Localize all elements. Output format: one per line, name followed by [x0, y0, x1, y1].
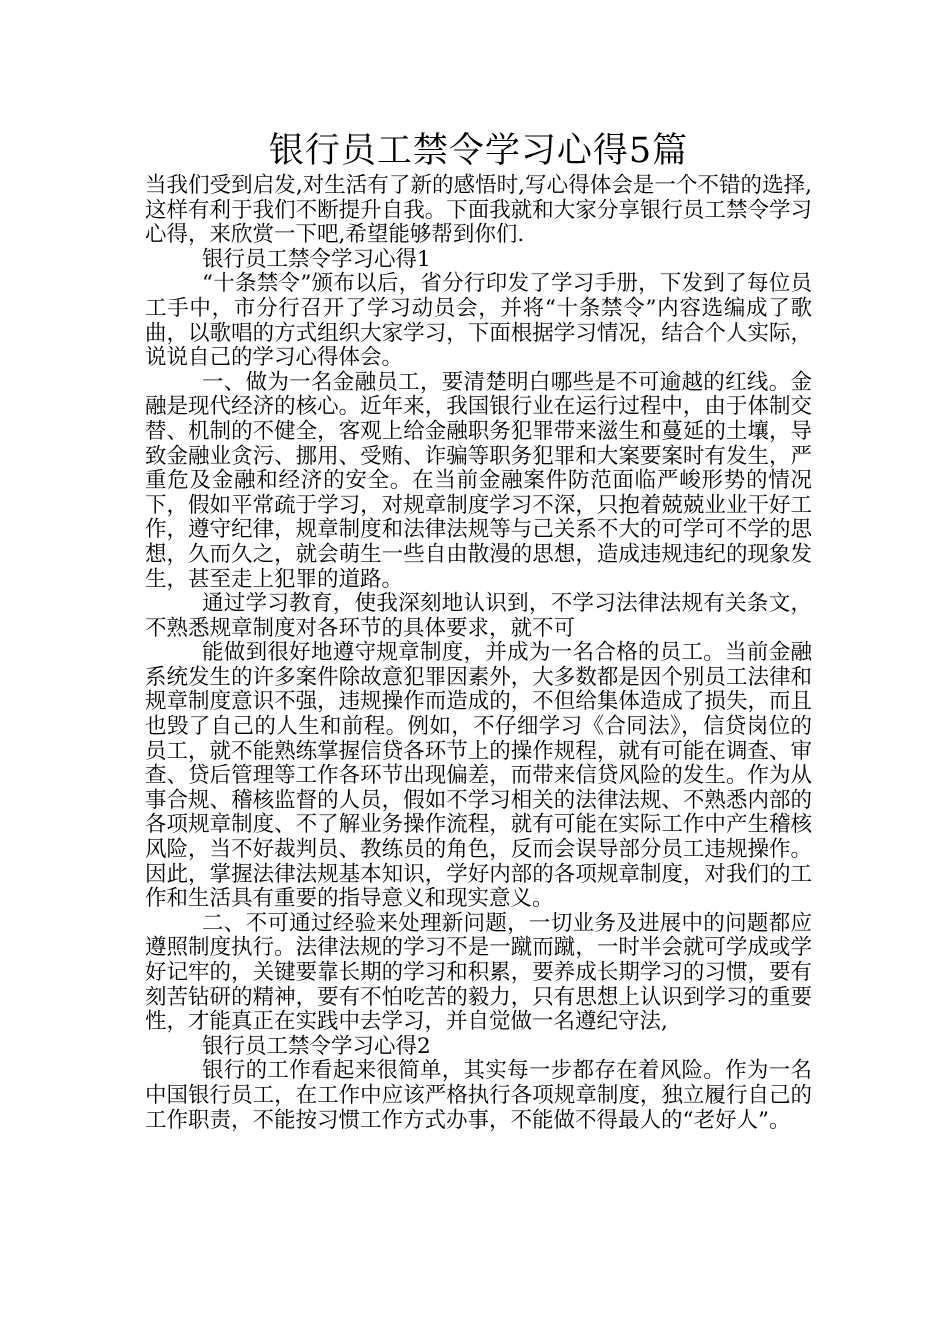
body-paragraph: 一、做为一名金融员工，要清楚明白哪些是不可逾越的红线。金融是现代经济的核心。近年来，我国银行业在运行过程中，由于体制交替、机制的不健全，客观上给金融职务犯罪带来滋生和蔓延的土壤，导致金融业贪污、挪用、受贿、诈骗等职务犯罪和大案要案时有发生，严重危及金融和经济的安全。在当前金融案件防范面临严峻形势的情况下，假如平常疏于学习，对规章制度学习不深，只抱着兢兢业业干好工作，遵守纪律，规章制度和法律法规等与己关系不大的可学可不学的思想，久而久之，就会萌生一些自由散漫的思想，造成违规违纪的现象发生，甚至走上犯罪的道路。: [145, 369, 812, 592]
section-heading-2: 银行员工禁令学习心得2: [202, 1033, 431, 1059]
document-page: [145, 128, 812, 1133]
section-heading-1: 银行员工禁令学习心得1: [202, 246, 431, 272]
intro-paragraph: 当我们受到启发,对生活有了新的感悟时,写心得体会是一个不错的选择,这样有利于我们不断提升自我。下面我就和大家分享银行员工禁令学习心得，来欣赏一下吧,希望能够帮到你们.: [145, 173, 812, 248]
body-paragraph: 银行的工作看起来很简单，其实每一步都存在着风险。作为一名中国银行员工，在工作中应该严格执行各项规章制度，独立履行自己的工作职责，不能按习惯工作方式办事，不能做不得最人的“老好人”。: [145, 1058, 812, 1133]
body-paragraph: 二、不可通过经验来处理新问题，一切业务及进展中的问题都应遵照制度执行。法律法规的学习不是一蹴而蹴，一时半会就可学成或学好记牢的，关键要靠长期的学习和积累，要养成长期学习的习惯，要有刻苦钻研的精神，要有不怕吃苦的毅力，只有思想上认识到学习的重要性，才能真正在实践中去学习，并自觉做一名遵纪守法,: [145, 910, 812, 1035]
body-paragraph: “十条禁令”颁布以后，省分行印发了学习手册，下发到了每位员工手中，市分行召开了学习动员会，并将“十条禁令”内容选编成了歌曲，以歌唱的方式组织大家学习，下面根据学习情况，结合个人实际，说说自己的学习心得体会。: [145, 271, 812, 371]
body-paragraph: 通过学习教育，使我深刻地认识到，不学习法律法规有关条文，不熟悉规章制度对各环节的具体要求，就不可: [145, 591, 812, 641]
document-title: 银行员工禁令学习心得5篇: [268, 131, 689, 171]
body-paragraph: 能做到很好地遵守规章制度，并成为一名合格的员工。当前金融系统发生的许多案件除故意犯罪因素外，大多数都是因个别员工法律和规章制度意识不强，违规操作而造成的，不但给集体造成了损失，而且也毁了自己的人生和前程。例如，不仔细学习《合同法》，信贷岗位的员工，就不能熟练掌握信贷各环节上的操作规程，就有可能在调查、审查、贷后管理等工作各环节出现偏差，而带来信贷风险的发生。作为从事合规、稽核监督的人员，假如不学习相关的法律法规、不熟悉内部的各项规章制度、不了解业务操作流程，就有可能在实际工作中产生稽核风险，当不好裁判员、教练员的角色，反而会误导部分员工违规操作。因此，掌握法律法规基本知识，学好内部的各项规章制度，对我们的工作和生活具有重要的指导意义和现实意义。: [145, 640, 812, 912]
